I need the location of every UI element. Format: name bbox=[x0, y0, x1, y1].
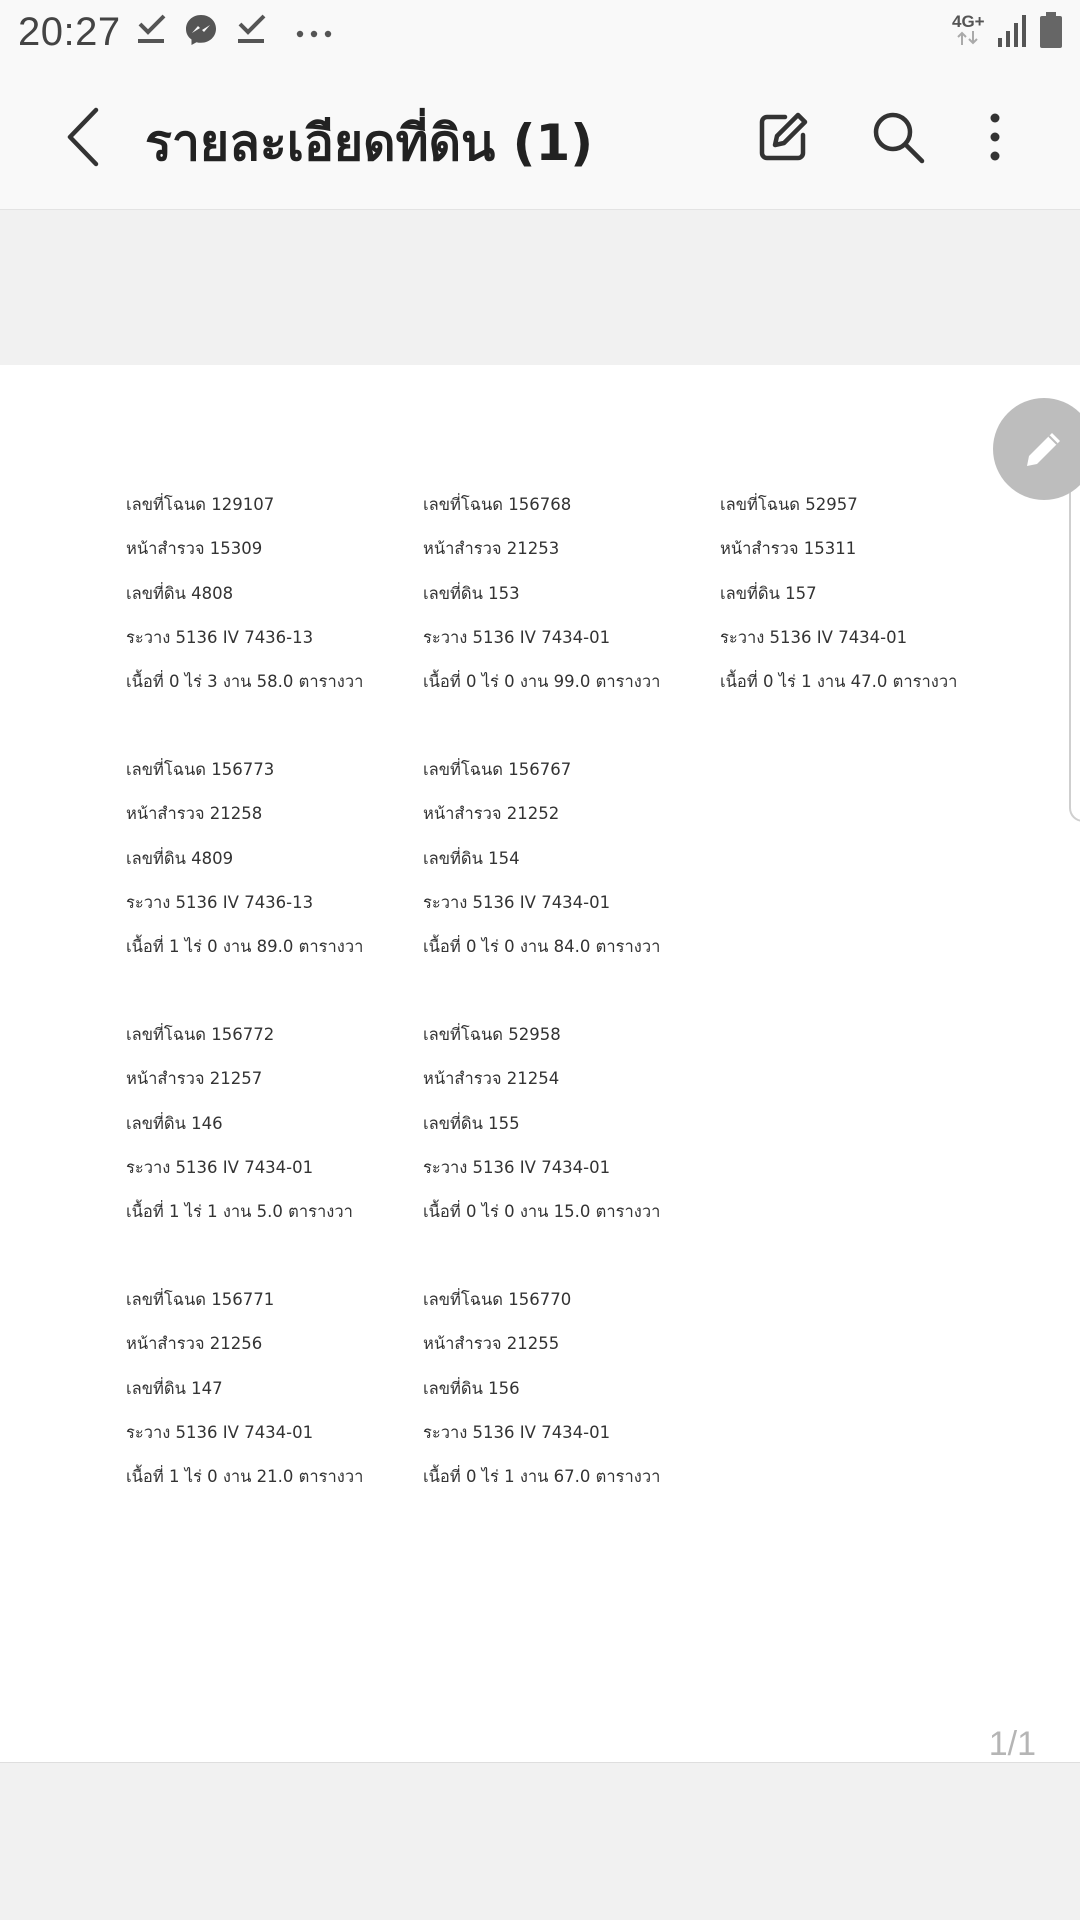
record-line: ระวาง 5136 IV 7434-01 bbox=[126, 1157, 314, 1177]
record-line: หน้าสำรวจ 21258 bbox=[126, 804, 263, 824]
messenger-icon bbox=[183, 12, 219, 52]
record-line: เลขที่โฉนด 52957 bbox=[720, 495, 858, 514]
search-icon[interactable] bbox=[863, 102, 933, 172]
record-line: เลขที่โฉนด 156772 bbox=[126, 1025, 275, 1044]
record-line: ระวาง 5136 IV 7434-01 bbox=[720, 627, 908, 647]
record-line: หน้าสำรวจ 21252 bbox=[423, 804, 560, 824]
record-line: เลขที่ดิน 4808 bbox=[126, 583, 234, 603]
network-label: 4G+ bbox=[952, 12, 985, 31]
record-line: หน้าสำรวจ 21255 bbox=[423, 1334, 560, 1354]
record-line: หน้าสำรวจ 21256 bbox=[126, 1334, 263, 1354]
record-line: หน้าสำรวจ 21257 bbox=[126, 1069, 263, 1089]
record-line: ระวาง 5136 IV 7436-13 bbox=[126, 892, 314, 912]
pencil-icon bbox=[1022, 427, 1066, 471]
page-title: รายละเอียดที่ดิน (1) bbox=[145, 114, 594, 172]
record-line: เนื้อที่ 0 ไร่ 1 งาน 47.0 ตารางวา bbox=[720, 672, 958, 692]
record-line: เลขที่ดิน 154 bbox=[423, 848, 520, 868]
land-record bbox=[423, 493, 713, 714]
record-line: เลขที่โฉนด 156768 bbox=[423, 495, 572, 514]
status-bar bbox=[0, 0, 1080, 64]
land-record bbox=[423, 1288, 713, 1509]
record-line: เลขที่โฉนด 156773 bbox=[126, 760, 275, 779]
record-line: หน้าสำรวจ 15309 bbox=[126, 539, 263, 559]
land-record bbox=[126, 1023, 416, 1244]
record-line: ระวาง 5136 IV 7434-01 bbox=[423, 1157, 611, 1177]
battery-icon bbox=[1039, 12, 1063, 52]
back-arrow-icon[interactable] bbox=[60, 106, 106, 168]
record-line: เนื้อที่ 1 ไร่ 1 งาน 5.0 ตารางวา bbox=[126, 1202, 353, 1222]
record-line: เลขที่ดิน 4809 bbox=[126, 848, 234, 868]
record-line: เลขที่โฉนด 52958 bbox=[423, 1025, 561, 1044]
app-bar bbox=[0, 64, 1080, 210]
record-line: เลขที่ดิน 156 bbox=[423, 1378, 520, 1398]
land-record bbox=[423, 758, 713, 979]
record-line: เลขที่โฉนด 156767 bbox=[423, 760, 572, 779]
record-line: เลขที่โฉนด 129107 bbox=[126, 495, 275, 514]
network-type bbox=[952, 14, 985, 49]
more-dots-icon bbox=[295, 24, 335, 43]
record-line: ระวาง 5136 IV 7434-01 bbox=[126, 1422, 314, 1442]
data-arrows-icon bbox=[955, 30, 981, 46]
record-line: เนื้อที่ 0 ไร่ 3 งาน 58.0 ตารางวา bbox=[126, 672, 364, 692]
record-line: ระวาง 5136 IV 7436-13 bbox=[126, 627, 314, 647]
record-line: เลขที่โฉนด 156771 bbox=[126, 1290, 275, 1309]
document-page[interactable] bbox=[0, 365, 1080, 1763]
record-line: เลขที่ดิน 157 bbox=[720, 583, 817, 603]
land-record bbox=[126, 1288, 416, 1509]
record-line: เลขที่ดิน 147 bbox=[126, 1378, 223, 1398]
record-line: เนื้อที่ 1 ไร่ 0 งาน 21.0 ตารางวา bbox=[126, 1467, 364, 1487]
check-download-icon bbox=[236, 12, 268, 50]
more-vertical-icon[interactable] bbox=[960, 102, 1030, 172]
record-line: หน้าสำรวจ 15311 bbox=[720, 539, 857, 559]
record-line: ระวาง 5136 IV 7434-01 bbox=[423, 892, 611, 912]
land-record bbox=[126, 493, 416, 714]
edit-note-icon[interactable] bbox=[748, 102, 818, 172]
record-line: เนื้อที่ 0 ไร่ 0 งาน 84.0 ตารางวา bbox=[423, 937, 661, 957]
status-time: 20:27 bbox=[18, 10, 121, 54]
record-line: ระวาง 5136 IV 7434-01 bbox=[423, 1422, 611, 1442]
land-record bbox=[720, 493, 1010, 714]
side-panel-handle[interactable] bbox=[1069, 468, 1080, 822]
land-record bbox=[126, 758, 416, 979]
record-line: เลขที่ดิน 155 bbox=[423, 1113, 520, 1133]
record-line: เนื้อที่ 0 ไร่ 1 งาน 67.0 ตารางวา bbox=[423, 1467, 661, 1487]
record-line: หน้าสำรวจ 21254 bbox=[423, 1069, 560, 1089]
land-record bbox=[423, 1023, 713, 1244]
record-line: เนื้อที่ 0 ไร่ 0 งาน 99.0 ตารางวา bbox=[423, 672, 661, 692]
signal-icon bbox=[997, 14, 1029, 52]
record-line: เลขที่โฉนด 156770 bbox=[423, 1290, 572, 1309]
record-line: หน้าสำรวจ 21253 bbox=[423, 539, 560, 559]
record-line: เลขที่ดิน 153 bbox=[423, 583, 520, 603]
page-indicator: 1/1 bbox=[988, 1725, 1036, 1763]
top-gray-band bbox=[0, 210, 1080, 365]
record-line: เนื้อที่ 1 ไร่ 0 งาน 89.0 ตารางวา bbox=[126, 937, 364, 957]
record-line: เนื้อที่ 0 ไร่ 0 งาน 15.0 ตารางวา bbox=[423, 1202, 661, 1222]
check-download-icon bbox=[136, 12, 168, 50]
record-line: ระวาง 5136 IV 7434-01 bbox=[423, 627, 611, 647]
record-line: เลขที่ดิน 146 bbox=[126, 1113, 223, 1133]
